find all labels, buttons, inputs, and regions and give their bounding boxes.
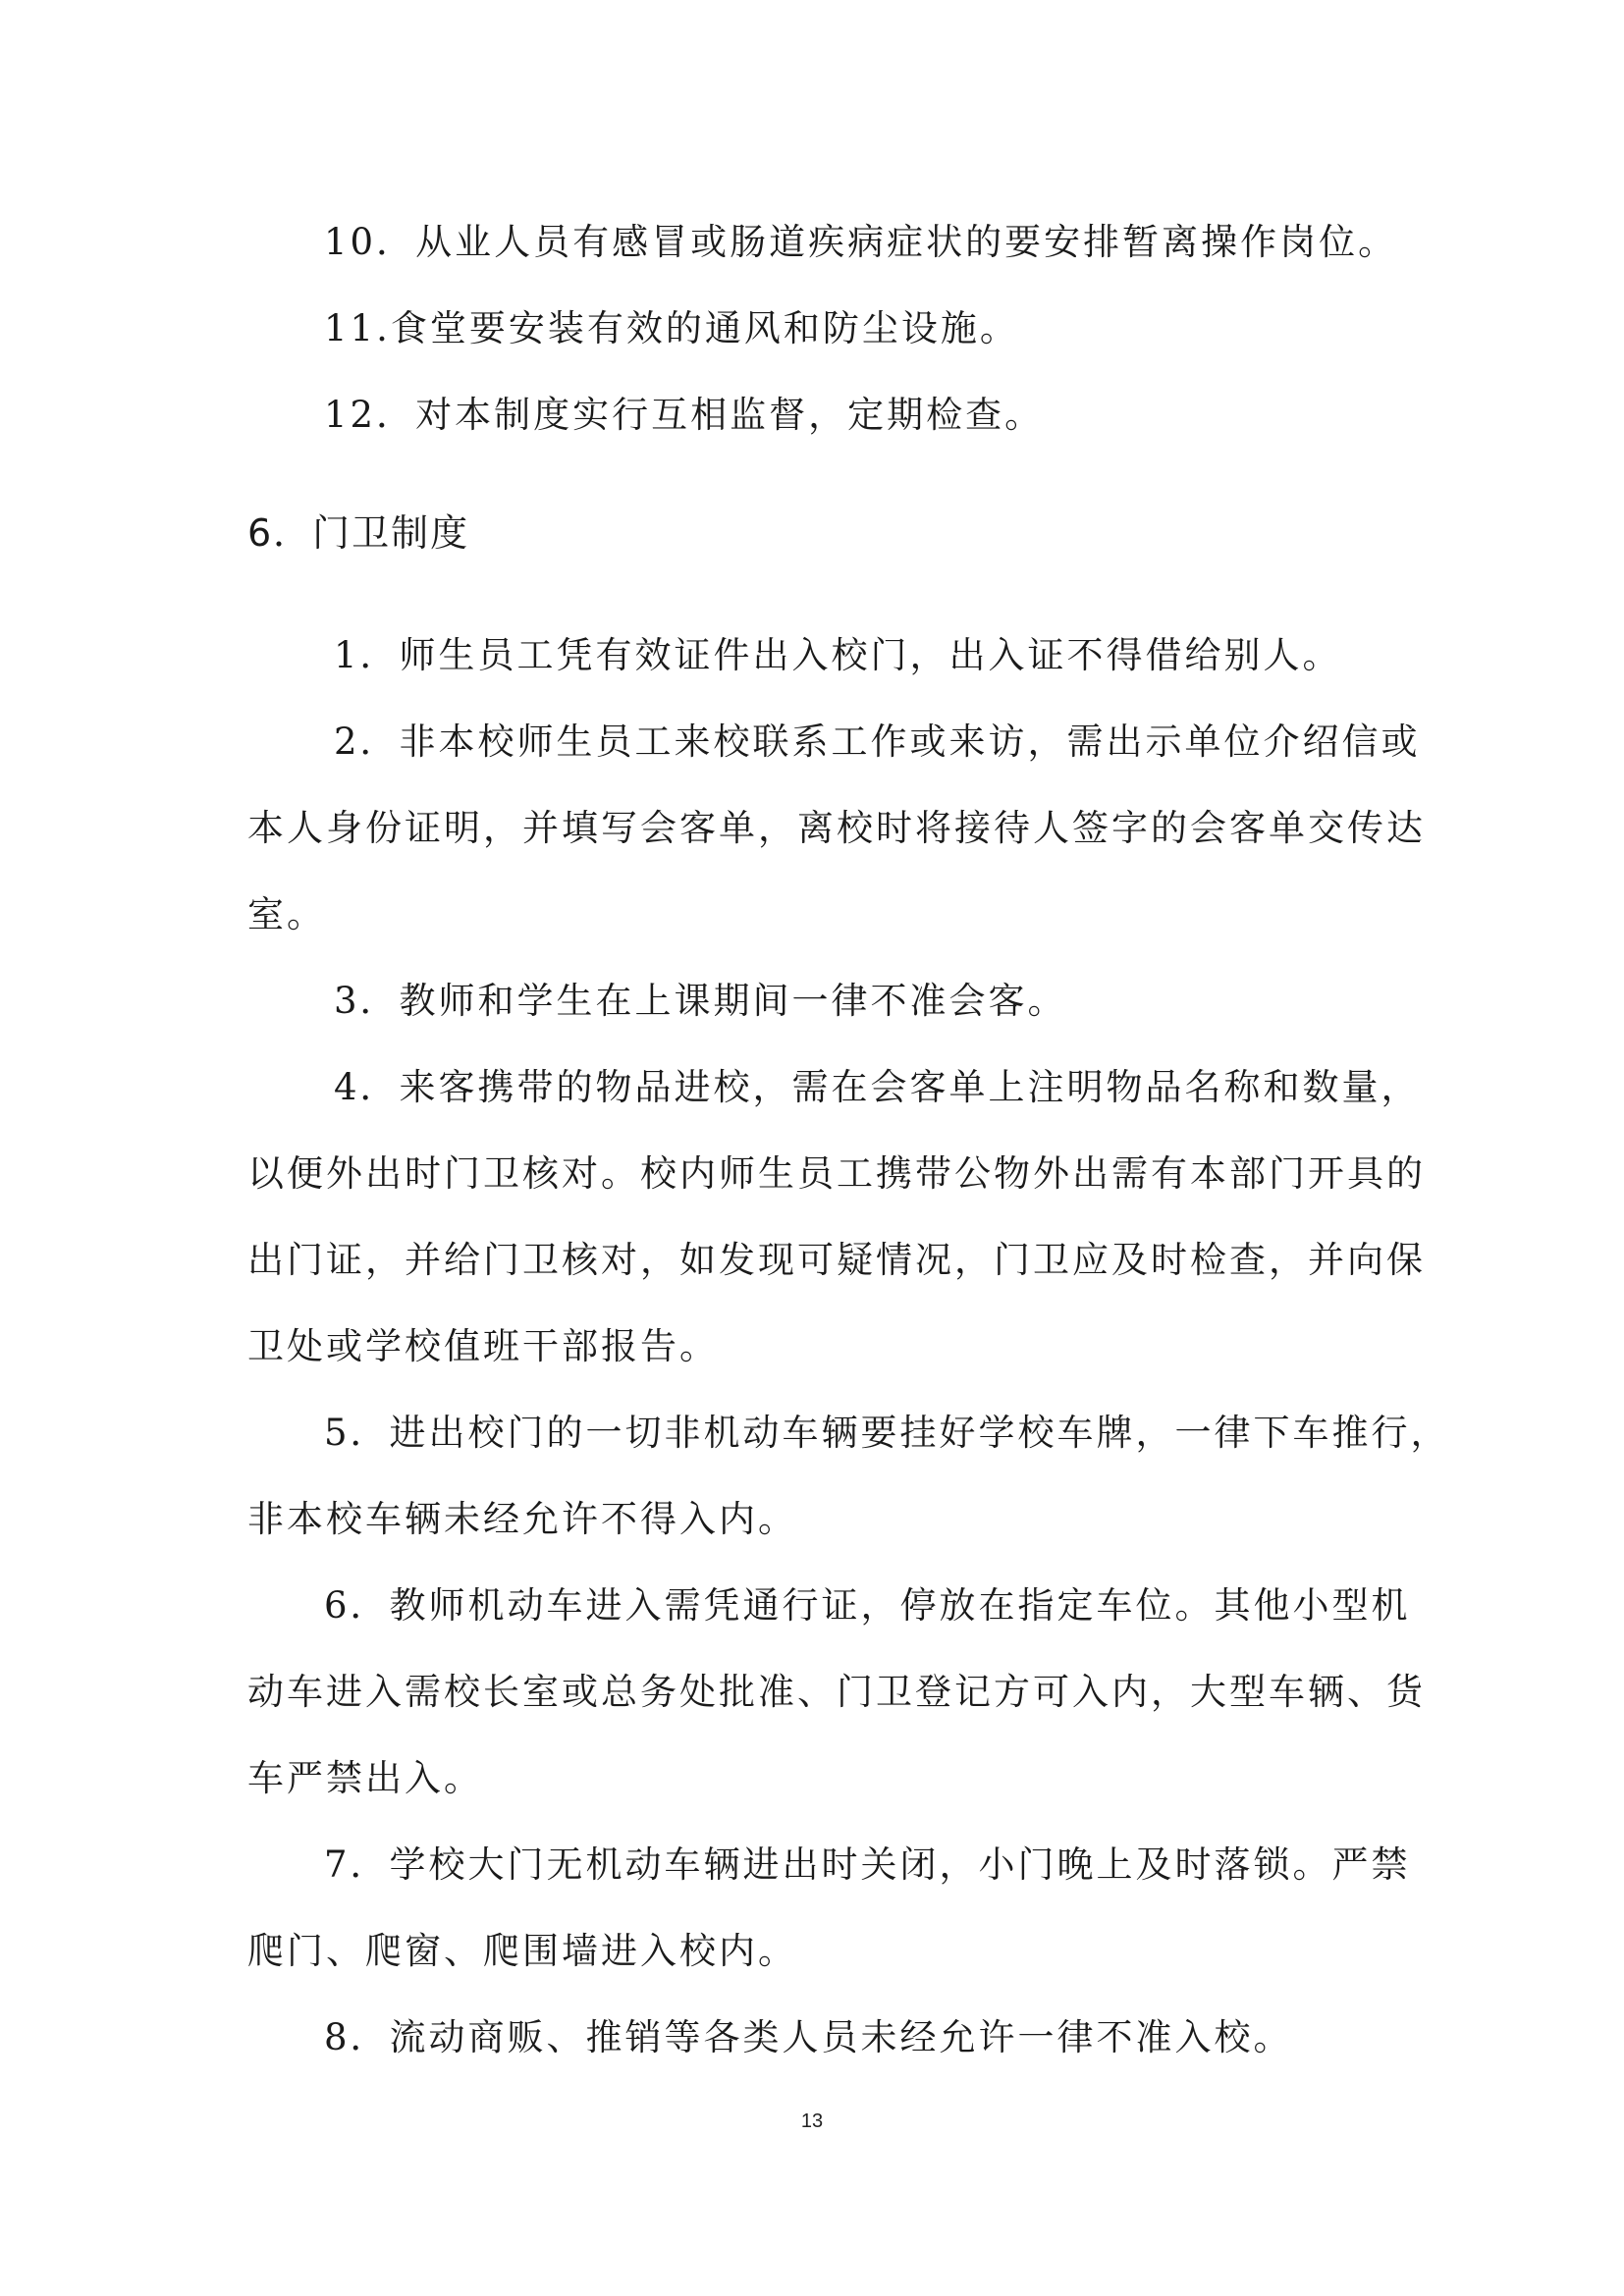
- page-number: 13: [800, 2110, 824, 2132]
- paragraph-line: 7．学校大门无机动车辆进出时关闭，小门晚上及时落锁。严禁: [324, 1843, 1411, 1886]
- paragraph-line: 爬门、爬窗、爬围墙进入校内。: [247, 1930, 797, 1972]
- paragraph-line: 6．教师机动车进入需凭通行证，停放在指定车位。其他小型机: [324, 1584, 1411, 1627]
- paragraph-line: 动车进入需校长室或总务处批准、门卫登记方可入内，大型车辆、货: [247, 1671, 1426, 1713]
- paragraph-line: 8．流动商贩、推销等各类人员未经允许一律不准入校。: [324, 2016, 1293, 2058]
- paragraph-line: 卫处或学校值班干部报告。: [247, 1325, 719, 1367]
- text-line: 12．对本制度实行互相监督，定期检查。: [324, 394, 1045, 436]
- paragraph-line: 4．来客携带的物品进校，需在会客单上注明物品名称和数量，: [334, 1066, 1421, 1108]
- paragraph-line: 室。: [247, 893, 326, 935]
- text-line: 11.食堂要安装有效的通风和防尘设施。: [324, 307, 1019, 349]
- paragraph-line: 本人身份证明，并填写会客单，离校时将接待人签字的会客单交传达: [247, 807, 1426, 849]
- paragraph-line: 车严禁出入。: [247, 1757, 483, 1799]
- paragraph-line: 1．师生员工凭有效证件出入校门，出入证不得借给别人。: [334, 634, 1342, 676]
- paragraph-line: 3．教师和学生在上课期间一律不准会客。: [334, 980, 1067, 1022]
- paragraph-line: 5．进出校门的一切非机动车辆要挂好学校车牌，一律下车推行，: [324, 1412, 1450, 1454]
- section-heading: 6．门卫制度: [247, 511, 470, 555]
- paragraph-line: 以便外出时门卫核对。校内师生员工携带公物外出需有本部门开具的: [247, 1152, 1426, 1195]
- text-line: 10．从业人员有感冒或肠道疾病症状的要安排暂离操作岗位。: [324, 221, 1398, 263]
- paragraph-line: 出门证，并给门卫核对，如发现可疑情况，门卫应及时检查，并向保: [247, 1239, 1426, 1281]
- paragraph-line: 2．非本校师生员工来校联系工作或来访，需出示单位介绍信或: [334, 721, 1421, 763]
- paragraph-line: 非本校车辆未经允许不得入内。: [247, 1498, 797, 1540]
